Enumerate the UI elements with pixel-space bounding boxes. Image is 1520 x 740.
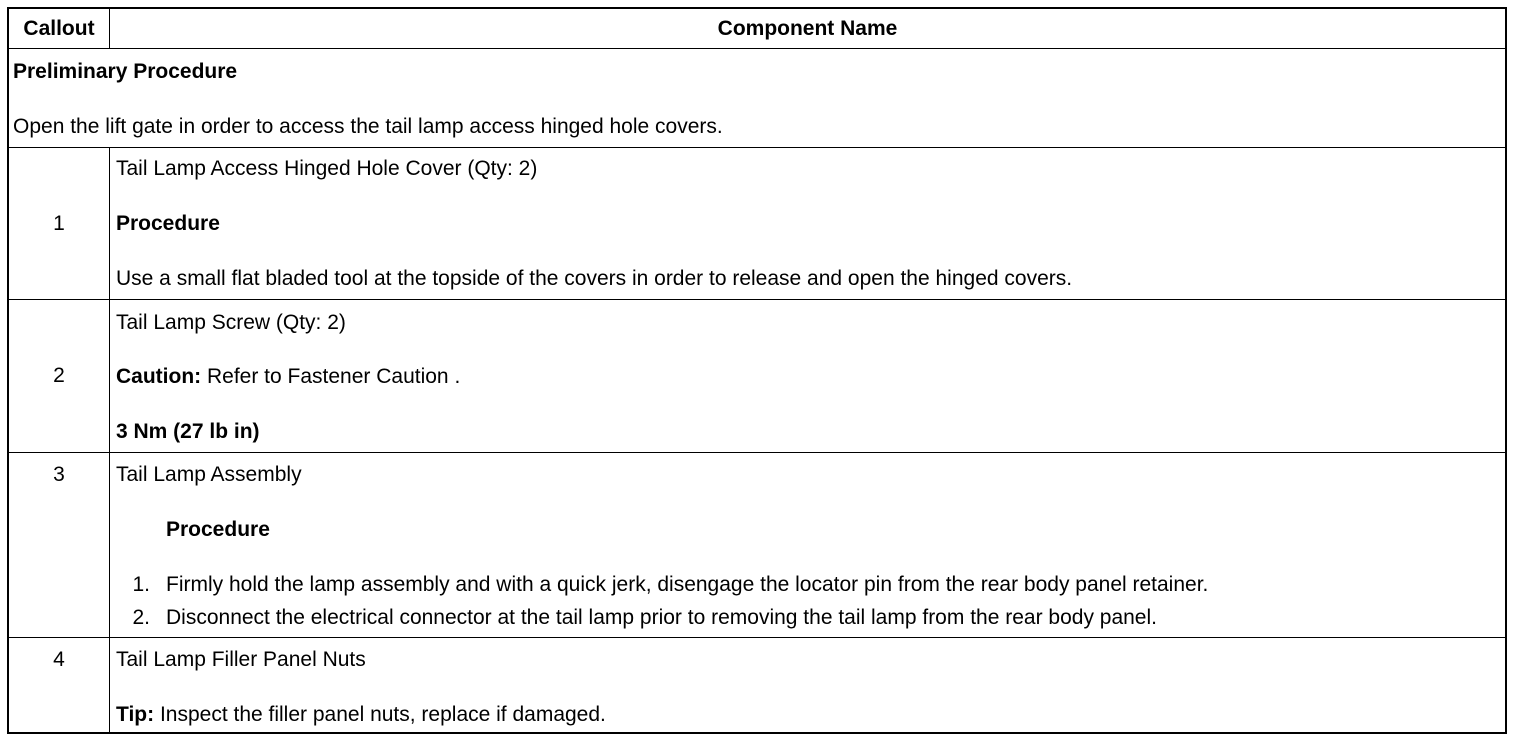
header-component-name: Component Name bbox=[717, 16, 898, 40]
tip-text: Inspect the filler panel nuts, replace if damaged. bbox=[154, 703, 606, 726]
tip-label: Tip: bbox=[116, 703, 155, 726]
procedure-text: Use a small flat bladed tool at the topside of the covers in order to release and open the hinged covers. bbox=[116, 267, 1073, 290]
step-text: Firmly hold the lamp assembly and with a quick jerk, disengage the locator pin from the rear body panel retainer. bbox=[166, 573, 1209, 596]
component-name: Tail Lamp Access Hinged Hole Cover (Qty: 2) bbox=[116, 157, 538, 180]
table-header-row bbox=[9, 9, 1505, 49]
procedure-label: Procedure bbox=[166, 518, 270, 541]
step-text: Disconnect the electrical connector at the tail lamp prior to removing the tail lamp from the rear body panel. bbox=[166, 606, 1157, 629]
step-number: 2. bbox=[132, 606, 150, 629]
preliminary-text: Open the lift gate in order to access the tail lamp access hinged hole covers. bbox=[13, 115, 723, 138]
component-cell bbox=[110, 453, 1505, 637]
component-name: Tail Lamp Assembly bbox=[116, 463, 302, 486]
callout-number: 1 bbox=[9, 148, 110, 299]
caution-line bbox=[116, 365, 460, 389]
component-name: Tail Lamp Filler Panel Nuts bbox=[116, 648, 366, 671]
torque-spec: 3 Nm (27 lb in) bbox=[116, 420, 260, 443]
caution-text: Refer to Fastener Caution . bbox=[201, 365, 461, 388]
step-number: 1. bbox=[132, 573, 150, 596]
component-cell bbox=[110, 638, 1505, 734]
component-name: Tail Lamp Screw (Qty: 2) bbox=[116, 311, 346, 334]
table-row bbox=[9, 147, 1505, 299]
table-row bbox=[9, 452, 1505, 637]
header-callout: Callout bbox=[9, 9, 110, 48]
table-row bbox=[9, 637, 1505, 734]
component-cell bbox=[110, 148, 1505, 299]
callout-number: 3 bbox=[9, 453, 110, 637]
tip-line bbox=[116, 703, 606, 727]
preliminary-row bbox=[9, 49, 1505, 147]
preliminary-title: Preliminary Procedure bbox=[13, 60, 238, 83]
procedure-label: Procedure bbox=[116, 212, 220, 235]
component-table bbox=[7, 7, 1507, 734]
callout-number: 2 bbox=[9, 300, 110, 452]
table-row bbox=[9, 299, 1505, 452]
caution-label: Caution: bbox=[116, 365, 202, 388]
component-cell bbox=[110, 300, 1505, 452]
callout-number: 4 bbox=[9, 638, 110, 734]
